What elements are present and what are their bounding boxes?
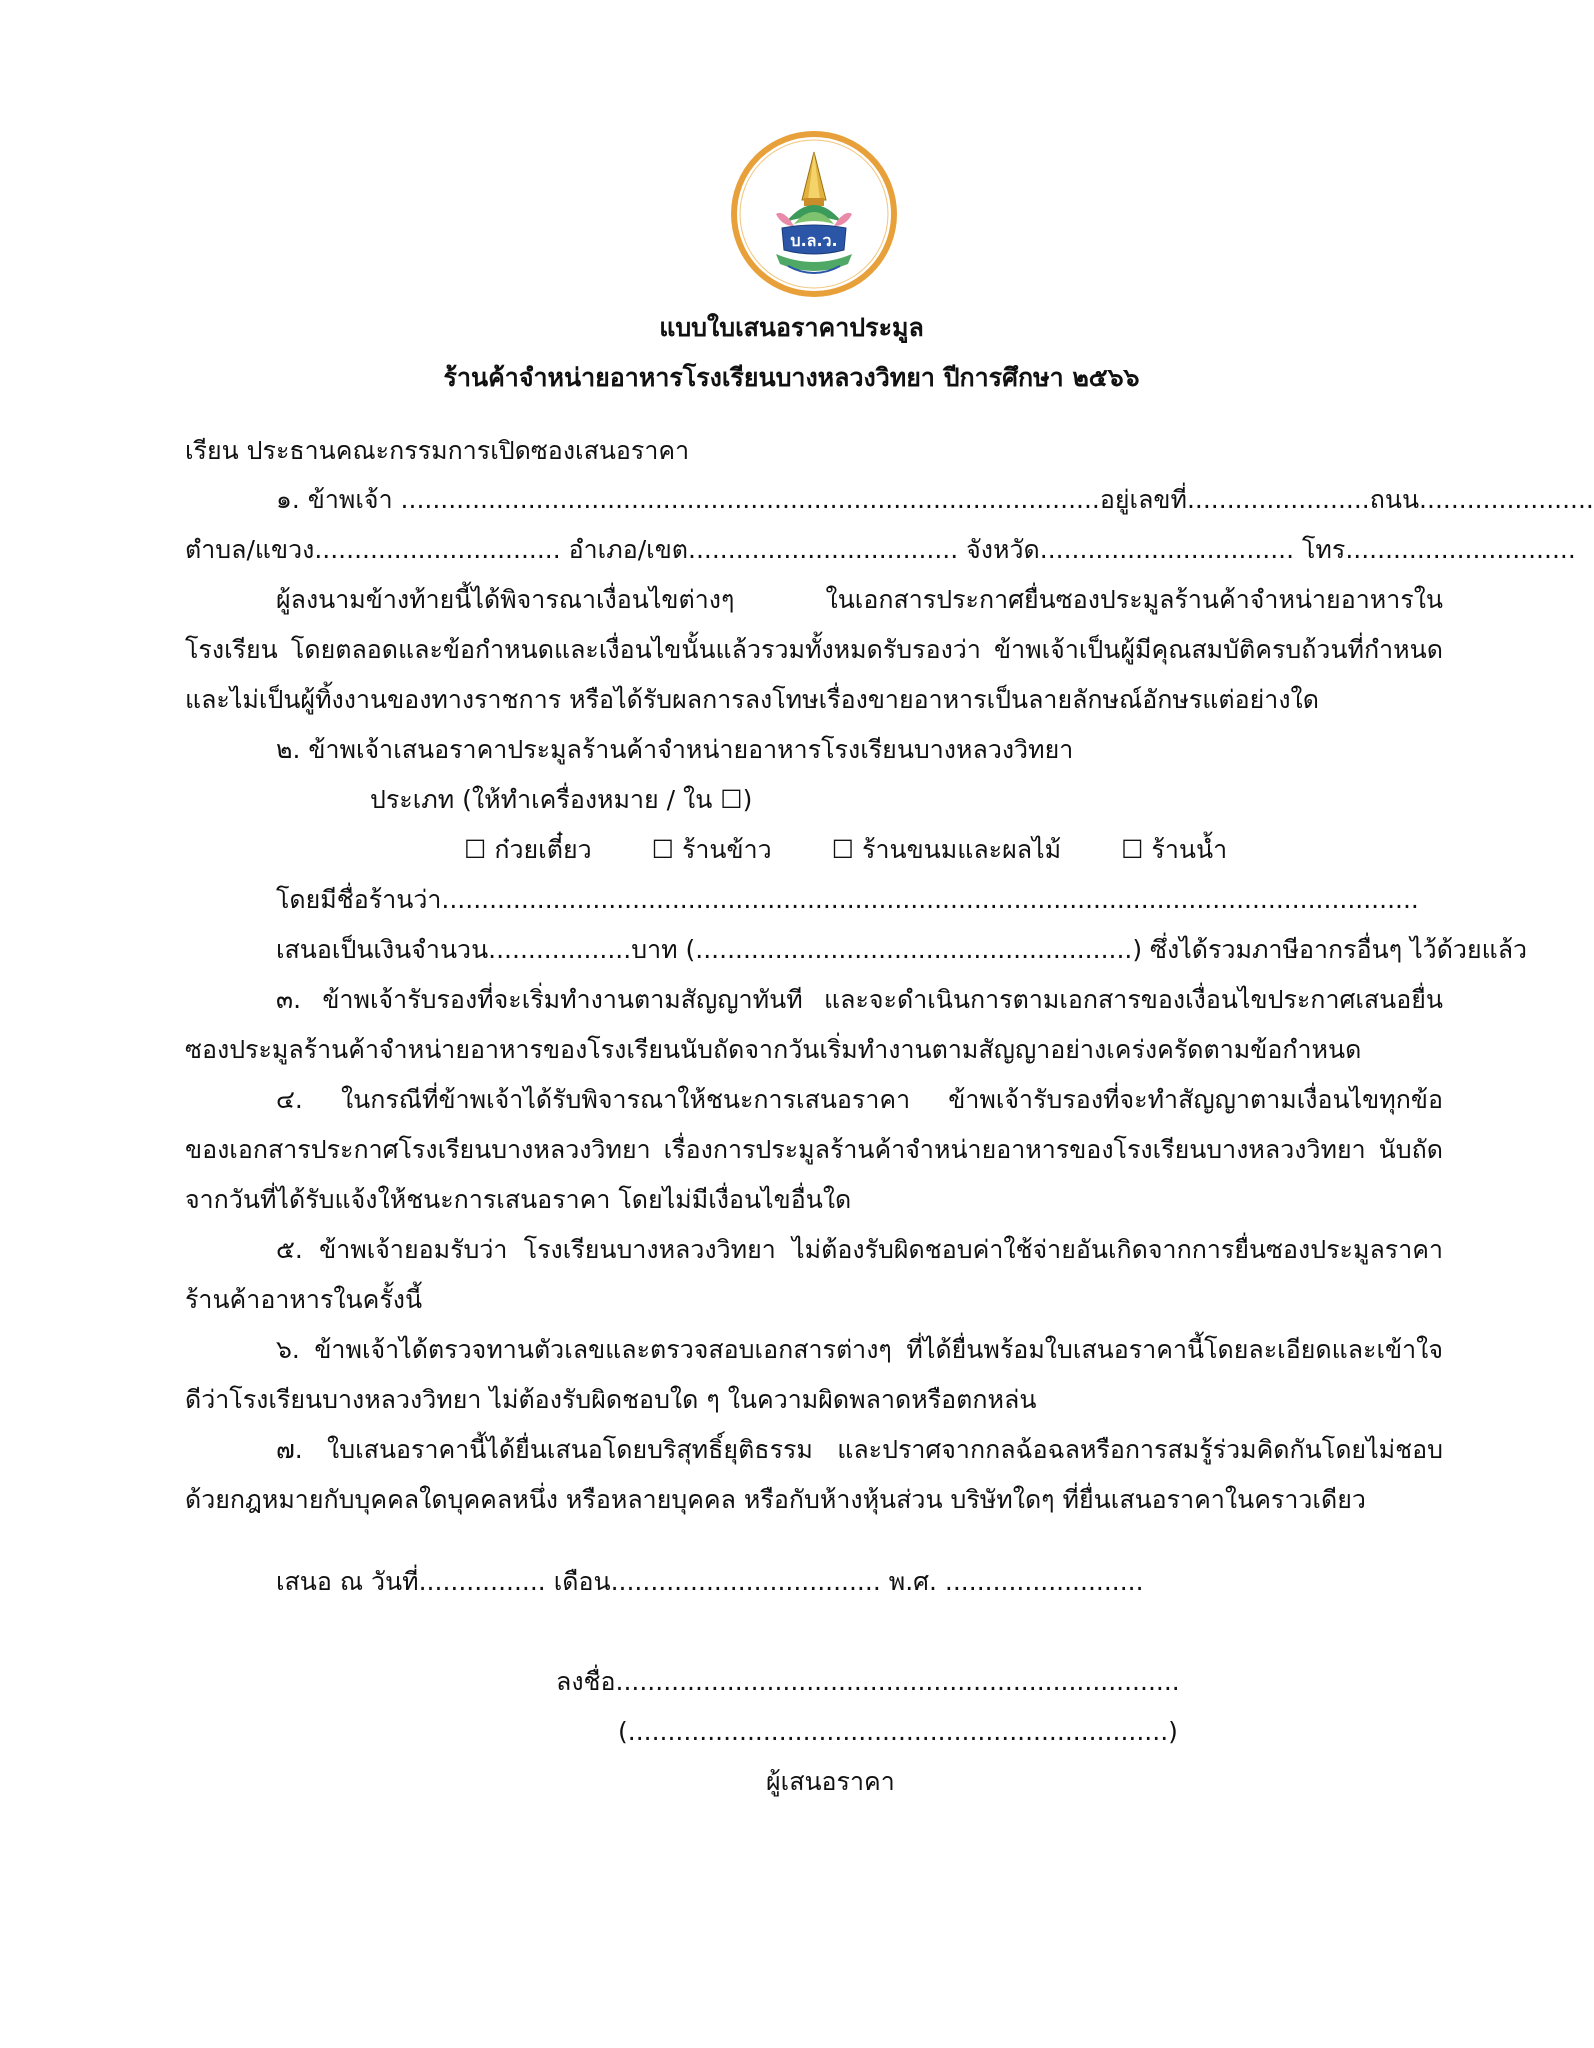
option-drinks-checkbox[interactable]: ☐ ร้านน้ำ [1121,835,1228,864]
item7-line1: ๗. ใบเสนอราคานี้ได้ยื่นเสนอโดยบริสุทธิ์ยุติธรรม และปราศจากกลฉ้อฉลหรือการสมรู้ร่วมคิดกันโดยไม่ชอบ [276,1435,1443,1464]
document-subtitle: ร้านค้าจำหน่ายอาหารโรงเรียนบางหลวงวิทยา ปีการศึกษา ๒๕๖๖ [443,363,1140,392]
item5-line2: ร้านค้าอาหารในครั้งนี้ [185,1285,423,1314]
item2-offer-amount-line: เสนอเป็นเงินจำนวน..................บาท (.......................................................) ซึ่งได้รวมภาษีอากรอื่นๆ ไว้ด้วยแล้ว [276,935,1528,964]
item1-applicant-line: ๑. ข้าพเจ้า ........................................................................................อยู่เลขที่.......................ถนน...................... [276,485,1594,514]
item3-line1: ๓. ข้าพเจ้ารับรองที่จะเริ่มทำงานตามสัญญาทันที และจะดำเนินการตามเอกสารของเงื่อนไขประกาศเสนอยื่น [276,985,1443,1014]
document-title: แบบใบเสนอราคาประมูล [659,313,924,342]
item6-line2: ดีว่าโรงเรียนบางหลวงวิทยา ไม่ต้องรับผิดชอบใด ๆ ในความผิดพลาดหรือตกหล่น [185,1385,1037,1414]
option-rice-checkbox[interactable]: ☐ ร้านข้าว [651,835,772,864]
signer-name-line[interactable]: (....................................................................) [618,1717,1178,1746]
item6-line1: ๖. ข้าพเจ้าได้ตรวจทานตัวเลขและตรวจสอบเอกสารต่างๆ ที่ได้ยื่นพร้อมใบเสนอราคานี้โดยละเอียดและเข้าใจ [276,1335,1443,1364]
item5-line1: ๕. ข้าพเจ้ายอมรับว่า โรงเรียนบางหลวงวิทยา ไม่ต้องรับผิดชอบค่าใช้จ่ายอันเกิดจากการยื่นซองประมูลราคา [276,1235,1443,1264]
item2-type-label: ประเภท (ให้ทำเครื่องหมาย / ใน ☐) [370,785,753,814]
item1-paragraph-line2: โรงเรียน โดยตลอดและข้อกำหนดและเงื่อนไขนั้นแล้วรวมทั้งหมดรับรองว่า ข้าพเจ้าเป็นผู้มีคุณสมบัติครบถ้วนที่กำหนด [185,635,1443,664]
signature-line[interactable]: ลงชื่อ....................................................................... [556,1667,1180,1696]
salutation: เรียน ประธานคณะกรรมการเปิดซองเสนอราคา [185,436,690,465]
item2-type-options [464,835,1227,865]
item4-line1: ๔. ในกรณีที่ข้าพเจ้าได้รับพิจารณาให้ชนะการเสนอราคา ข้าพเจ้ารับรองที่จะทำสัญญาตามเงื่อนไขทุกข้อ [276,1085,1443,1114]
item2-shop-name-field[interactable]: โดยมีชื่อร้านว่า........................................................................................................................... [276,885,1419,914]
item3-line2: ซองประมูลร้านค้าจำหน่ายอาหารของโรงเรียนนับถัดจากวันเริ่มทำงานตามสัญญาอย่างเคร่งครัดตามข้อกำหนด [185,1035,1362,1064]
signer-role-label: ผู้เสนอราคา [766,1767,895,1796]
item1-paragraph-line3: และไม่เป็นผู้ทิ้งงานของทางราชการ หรือได้รับผลการลงโทษเรื่องขายอาหารเป็นลายลักษณ์อักษรแต่อย่างใด [185,685,1319,714]
item7-line2: ด้วยกฎหมายกับบุคคลใดบุคคลหนึ่ง หรือหลายบุคคล หรือกับห้างหุ้นส่วน บริษัทใดๆ ที่ยื่นเสนอราคาในคราวเดียว [185,1485,1366,1514]
item4-line3: จากวันที่ได้รับแจ้งให้ชนะการเสนอราคา โดยไม่มีเงื่อนไขอื่นใด [185,1185,852,1214]
submission-date-line[interactable]: เสนอ ณ วันที่................ เดือน.................................. พ.ศ. ......................... [276,1567,1144,1596]
item1-address-line: ตำบล/แขวง............................... อำเภอ/เขต.................................. จังหวัด................................ โทร............................. [185,535,1576,564]
item4-line2: ของเอกสารประกาศโรงเรียนบางหลวงวิทยา เรื่องการประมูลร้านค้าจำหน่ายอาหารของโรงเรียนบางหลวงวิทยา นับถัด [185,1135,1443,1164]
emblem-lettering: บ.ล.ว. [790,231,838,250]
option-noodle-checkbox[interactable]: ☐ ก๋วยเตี๋ยว [464,835,592,864]
option-dessert-fruit-checkbox[interactable]: ☐ ร้านขนมและผลไม้ [831,835,1062,864]
school-emblem-icon [730,130,898,298]
item1-paragraph-line1: ผู้ลงนามข้างท้ายนี้ได้พิจารณาเงื่อนไขต่างๆ ในเอกสารประกาศยื่นซองประมูลร้านค้าจำหน่ายอาหารใน [276,585,1443,614]
item2-heading: ๒. ข้าพเจ้าเสนอราคาประมูลร้านค้าจำหน่ายอาหารโรงเรียนบางหลวงวิทยา [276,735,1074,764]
